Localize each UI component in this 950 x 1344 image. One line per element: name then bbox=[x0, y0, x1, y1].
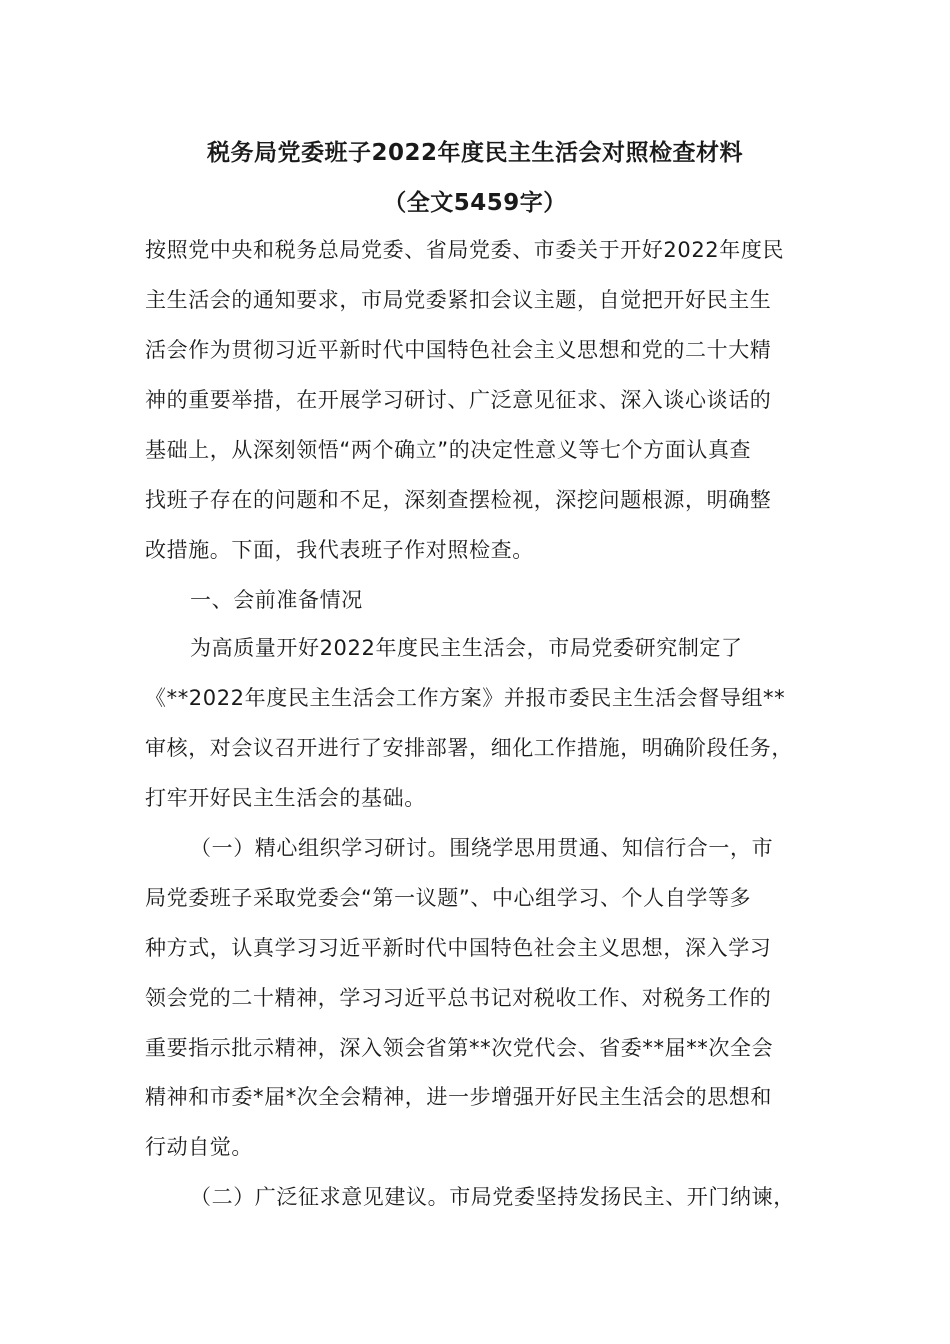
body-line: 精神和市委*届*次全会精神，进一步增强开好民主生活会的思想和 bbox=[145, 1085, 772, 1109]
document-title: 税务局党委班子2022年度民主生活会对照检查材料 bbox=[206, 140, 743, 166]
body-line: 基础上，从深刻领悟“两个确立”的决定性意义等七个方面认真查 bbox=[145, 438, 752, 462]
body-line: 行动自觉。 bbox=[145, 1135, 253, 1159]
body-line: 按照党中央和税务总局党委、省局党委、市委关于开好2022年度民 bbox=[145, 238, 785, 262]
body-line: 找班子存在的问题和不足，深刻查摆检视，深挖问题根源，明确整 bbox=[145, 488, 772, 512]
body-line: 神的重要举措，在开展学习研讨、广泛意见征求、深入谈心谈话的 bbox=[145, 388, 772, 412]
body-line: 《**2022年度民主生活会工作方案》并报市委民主生活会督导组** bbox=[145, 686, 786, 710]
body-line: 重要指示批示精神，深入领会省第**次党代会、省委**届**次全会 bbox=[145, 1036, 774, 1060]
body-line: 改措施。下面，我代表班子作对照检查。 bbox=[145, 538, 534, 562]
body-line: 打牢开好民主生活会的基础。 bbox=[145, 786, 426, 810]
body-line: 活会作为贯彻习近平新时代中国特色社会主义思想和党的二十大精 bbox=[145, 338, 772, 362]
subsection-line: （二）广泛征求意见建议。市局党委坚持发扬民主、开门纳谏， bbox=[190, 1185, 795, 1209]
body-line: 主生活会的通知要求，市局党委紧扣会议主题，自觉把开好民主生 bbox=[145, 288, 772, 312]
section-heading: 一、会前准备情况 bbox=[190, 588, 363, 612]
body-line: 局党委班子采取党委会“第一议题”、中心组学习、个人自学等多 bbox=[145, 886, 752, 910]
body-line: 审核，对会议召开进行了安排部署，细化工作措施，明确阶段任务， bbox=[145, 736, 793, 760]
document-subtitle: （全文5459字） bbox=[383, 190, 567, 216]
body-line: 领会党的二十精神，学习习近平总书记对税收工作、对税务工作的 bbox=[145, 986, 772, 1010]
body-line: 种方式，认真学习习近平新时代中国特色社会主义思想，深入学习 bbox=[145, 936, 772, 960]
subsection-line: （一）精心组织学习研讨。围绕学思用贯通、知信行合一，市 bbox=[190, 836, 774, 860]
body-line: 为高质量开好2022年度民主生活会，市局党委研究制定了 bbox=[190, 636, 743, 660]
